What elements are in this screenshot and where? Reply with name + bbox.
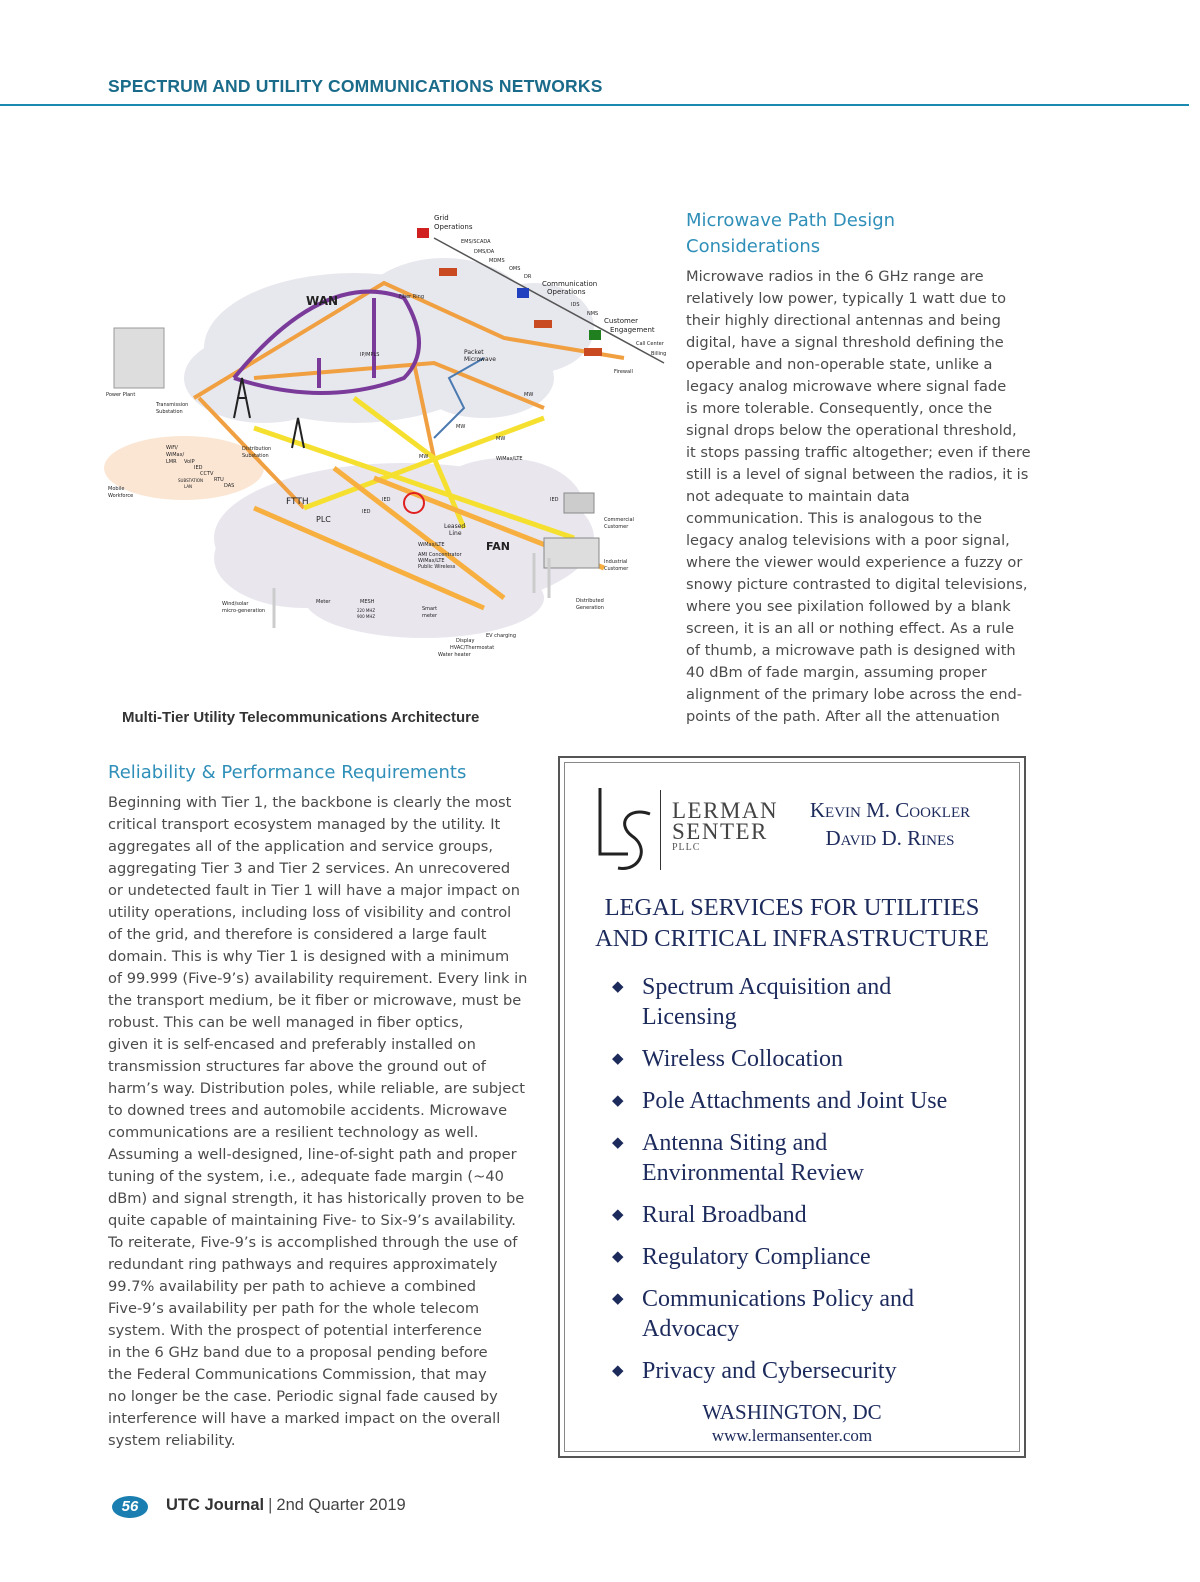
svg-text:MDMS: MDMS (489, 258, 505, 264)
header-rule (0, 104, 1189, 106)
svg-text:micro-generation: micro-generation (222, 608, 266, 614)
svg-text:HVAC/Thermostat: HVAC/Thermostat (450, 645, 495, 651)
running-header: SPECTRUM AND UTILITY COMMUNICATIONS NETWORKS (108, 76, 603, 96)
lerman-senter-ad (558, 756, 1026, 1458)
svg-text:MESH: MESH (360, 599, 375, 605)
reliability-body-line: system reliability. (108, 1432, 236, 1449)
comm-ops-monitor (517, 288, 529, 298)
service-item-line: Advocacy (642, 1316, 740, 1342)
microwave-body-line: relatively low power, typically 1 watt due to (686, 290, 1007, 307)
service-item-line: Licensing (642, 1004, 737, 1030)
svg-text:Wind/solar: Wind/solar (222, 601, 249, 607)
reliability-body-line: 99.7% availability per path to achieve a combined (108, 1278, 477, 1295)
diamond-bullet-icon: ◆ (612, 1135, 624, 1151)
svg-text:WiMax/LTE: WiMax/LTE (418, 558, 445, 564)
reliability-body-line: the Federal Communications Commission, that may (108, 1366, 487, 1383)
microwave-body-line: their highly directional antennas and being (686, 312, 1001, 329)
svg-text:Customer: Customer (604, 566, 629, 572)
attorney-name-1: Kevin M. Cookler (809, 798, 971, 822)
ad-website: www.lermansenter.com (711, 1426, 873, 1445)
footer-issue: 2nd Quarter 2019 (276, 1496, 406, 1514)
svg-text:Substation: Substation (156, 409, 183, 415)
reliability-body-line: harm’s way. Distribution poles, while reliable, are subject (108, 1080, 525, 1097)
svg-text:Communication: Communication (542, 280, 598, 288)
svg-text:IP/MPLS: IP/MPLS (360, 352, 380, 358)
reliability-body-line: in the 6 GHz band due to a proposal pending before (108, 1344, 488, 1361)
reliability-body-line: robust. This can be well managed in fiber optics, (108, 1014, 464, 1031)
svg-text:VoIP: VoIP (184, 459, 195, 465)
reliability-body-line: critical transport ecosystem managed by the utility. It (108, 816, 501, 833)
microwave-body-line: legacy analog televisions with a poor signal, (686, 532, 1010, 549)
svg-text:Workforce: Workforce (108, 493, 134, 499)
svg-text:Operations: Operations (547, 288, 586, 296)
microwave-body-line: still is a level of signal between the radios, it is (686, 466, 1029, 483)
svg-text:AMI Concentrator: AMI Concentrator (418, 552, 462, 558)
svg-text:MW: MW (456, 424, 466, 430)
microwave-body-line: where you see pixilation followed by a blank (686, 598, 1011, 615)
microwave-body-line: screen, it is an all or nothing effect. As a rule (686, 620, 1015, 637)
diamond-bullet-icon: ◆ (612, 1363, 624, 1379)
logo-pllc: PLLC (672, 842, 701, 853)
reliability-body-line: to downed trees and automobile accidents. Microwave (108, 1102, 508, 1119)
reliability-body-line: given it is self-encased and preferably installed on (108, 1036, 476, 1053)
ad-city: WASHINGTON, DC (702, 1400, 882, 1424)
svg-text:WiMax/LTE: WiMax/LTE (418, 542, 445, 548)
footer-separator: | (268, 1496, 273, 1514)
service-item-line: Regulatory Compliance (642, 1244, 871, 1270)
svg-text:Line: Line (449, 530, 462, 537)
svg-text:MW: MW (524, 392, 534, 398)
reliability-body-line: aggregates all of the application and service groups, (108, 838, 494, 855)
substation-lan-cloud (104, 436, 264, 500)
svg-text:Industrial: Industrial (604, 559, 628, 565)
grid-ops-monitor (417, 228, 429, 238)
reliability-body-line: aggregating Tier 3 and Tier 2 services. An unrecovered (108, 860, 511, 877)
reliability-body-line: no longer be the case. Periodic signal fade caused by (108, 1388, 498, 1405)
microwave-body (686, 266, 1056, 728)
microwave-body-line: not adequate to maintain data (686, 488, 910, 505)
microwave-body-line: signal drops below the operational threshold, (686, 422, 1017, 439)
microwave-body-line: of thumb, a microwave path is designed with (686, 642, 1016, 659)
diamond-bullet-icon: ◆ (612, 1093, 624, 1109)
reliability-body-line: system. With the prospect of potential interference (108, 1322, 482, 1339)
service-item (606, 1128, 1006, 1188)
label-grid-ops-2: Operations (434, 223, 473, 231)
svg-text:EV charging: EV charging (486, 633, 517, 639)
microwave-body-line: alignment of the primary lobe across the end- (686, 686, 1023, 703)
microwave-body-line: snowy picture contrasted to digital televisions, (686, 576, 1028, 593)
diamond-bullet-icon: ◆ (612, 1291, 624, 1307)
service-item-line: Rural Broadband (642, 1202, 807, 1228)
logo-word-senter: SENTER (672, 819, 768, 844)
svg-text:Billing: Billing (651, 351, 667, 357)
service-item-line: Spectrum Acquisition and (642, 974, 892, 1000)
svg-text:Display: Display (456, 638, 475, 644)
service-item (606, 1086, 1006, 1116)
diamond-bullet-icon: ◆ (612, 1051, 624, 1067)
diagram-svg (104, 208, 674, 668)
svg-text:FTTH: FTTH (286, 497, 309, 507)
industrial-building (544, 538, 599, 568)
reliability-body-line: of the grid, and therefore is considered a large fault (108, 926, 487, 943)
service-item-line: Environmental Review (642, 1160, 864, 1186)
microwave-body-line: communication. This is analogous to the (686, 510, 982, 527)
svg-text:IDS: IDS (571, 302, 580, 308)
svg-text:DR: DR (524, 274, 532, 280)
svg-text:WiFi/: WiFi/ (166, 445, 178, 451)
diamond-bullet-icon: ◆ (612, 1249, 624, 1265)
svg-text:meter: meter (422, 613, 438, 619)
svg-text:Call Center: Call Center (636, 341, 664, 347)
power-plant (114, 328, 164, 388)
microwave-body-line: points of the path. After all the attenuation (686, 708, 1000, 725)
svg-text:EMS/SCADA: EMS/SCADA (461, 239, 491, 245)
svg-text:Firewall: Firewall (614, 369, 633, 375)
microwave-body-line: Microwave radios in the 6 GHz range are (686, 268, 984, 285)
reliability-body-line: transmission structures far above the ground out of (108, 1058, 486, 1075)
svg-text:IED: IED (382, 497, 391, 503)
svg-text:Customer: Customer (604, 317, 639, 325)
reliability-body-line: redundant ring pathways and requires approximately (108, 1256, 498, 1273)
microwave-body-line: 40 dBm of fade margin, assuming proper (686, 664, 987, 681)
reliability-body-line: Assuming a well-designed, line-of-sight path and proper (108, 1146, 517, 1163)
svg-text:CCTV: CCTV (200, 471, 214, 477)
svg-text:NMS: NMS (587, 311, 599, 317)
svg-text:220 MHZ: 220 MHZ (357, 608, 376, 613)
reliability-body-line: the transport medium, be it fiber or microwave, must be (108, 992, 522, 1009)
svg-text:LAN: LAN (184, 484, 193, 489)
svg-text:RTU: RTU (214, 477, 224, 483)
svg-text:Substation: Substation (242, 453, 269, 459)
svg-text:Distributed: Distributed (576, 598, 604, 604)
svg-text:Mobile: Mobile (108, 486, 125, 492)
footer-text (166, 1496, 406, 1515)
svg-text:Meter: Meter (316, 599, 331, 605)
svg-text:IED: IED (194, 465, 203, 471)
svg-text:Commercial: Commercial (604, 517, 634, 523)
svg-text:Distribution: Distribution (242, 446, 272, 452)
service-item (606, 1356, 1006, 1386)
svg-text:MW: MW (419, 454, 429, 460)
ad-heading: LEGAL SERVICES FOR UTILITIES AND CRITICAL INFRASTRUCTURE (595, 894, 989, 952)
microwave-body-line: operable and non-operable state, unlike a (686, 356, 993, 373)
microwave-body-line: it stops passing traffic altogether; even if there (686, 444, 1031, 461)
reliability-body-line: utility operations, including loss of visibility and control (108, 904, 512, 921)
figure-caption: Multi-Tier Utility Telecommunications Architecture (122, 709, 480, 726)
label-wan: WAN (306, 294, 339, 308)
microwave-body-line: is more tolerable. Consequently, once the (686, 400, 993, 417)
reliability-body-line: domain. This is why Tier 1 is designed with a minimum (108, 948, 510, 965)
commercial-building (564, 493, 594, 513)
reliability-heading: Reliability & Performance Requirements (108, 762, 467, 783)
svg-text:Transmission: Transmission (156, 402, 189, 408)
svg-text:Engagement: Engagement (610, 326, 655, 334)
architecture-diagram (104, 208, 674, 668)
svg-text:SUBSTATION: SUBSTATION (178, 478, 204, 483)
svg-text:Fiber Ring: Fiber Ring (399, 294, 425, 300)
reliability-body-line: interference will have a marked impact on the overall (108, 1410, 501, 1427)
svg-text:IED: IED (550, 497, 559, 503)
service-item-line: Wireless Collocation (642, 1046, 843, 1072)
microwave-body-line: legacy analog microwave where signal fade (686, 378, 1007, 395)
reliability-body-line: of 99.999 (Five-9’s) availability requirement. Every link in (108, 970, 528, 987)
diamond-bullet-icon: ◆ (612, 1207, 624, 1223)
diamond-bullet-icon: ◆ (612, 979, 624, 995)
logo-divider (660, 790, 661, 870)
svg-text:Smart: Smart (422, 606, 438, 612)
reliability-body-line: communications are a resilient technology as well. (108, 1124, 479, 1141)
service-item-line: Privacy and Cybersecurity (642, 1358, 897, 1384)
reliability-body-line: or undetected fault in Tier 1 will have a major impact on (108, 882, 520, 899)
svg-text:Generation: Generation (576, 605, 604, 611)
reliability-body-line: tuning of the system, i.e., adequate fade margin (~40 (108, 1168, 504, 1185)
service-item (606, 972, 1006, 1032)
ls-monogram-logo (588, 784, 658, 876)
reliability-body-line: quite capable of maintaining Five- to Six-9’s availability. (108, 1212, 516, 1229)
svg-text:OMS: OMS (509, 266, 521, 272)
svg-text:LMR: LMR (166, 459, 177, 465)
label-grid-ops: Grid (434, 214, 449, 222)
label-fan: FAN (486, 540, 510, 553)
svg-text:MW: MW (496, 436, 506, 442)
service-item-line: Communications Policy and (642, 1286, 914, 1312)
svg-text:PLC: PLC (316, 515, 331, 524)
svg-text:DAS: DAS (224, 483, 235, 489)
service-item-line: Pole Attachments and Joint Use (642, 1088, 948, 1114)
reliability-body (108, 792, 553, 1452)
svg-text:Public Wireless: Public Wireless (418, 564, 456, 570)
reliability-body-line: To reiterate, Five-9’s is accomplished through the use of (108, 1234, 518, 1251)
logo-word-lerman: LERMAN (672, 798, 779, 823)
service-item (606, 1044, 1006, 1074)
attorney-name-2: David D. Rines (825, 826, 955, 850)
cust-monitor (589, 330, 601, 340)
cloud-fan (214, 458, 594, 638)
svg-text:WiMax/LTE: WiMax/LTE (496, 456, 523, 462)
svg-text:Water heater: Water heater (438, 652, 471, 658)
footer-journal: UTC Journal (166, 1496, 265, 1514)
service-item-line: Antenna Siting and (642, 1130, 828, 1156)
reliability-body-line: Beginning with Tier 1, the backbone is clearly the most (108, 794, 512, 811)
svg-text:Packet: Packet (464, 349, 484, 356)
svg-text:Leased: Leased (444, 523, 466, 530)
service-item (606, 1284, 1006, 1344)
svg-text:Power Plant: Power Plant (106, 392, 136, 398)
page-number-badge: 56 (112, 1496, 148, 1518)
service-item (606, 1200, 1006, 1230)
svg-text:IED: IED (362, 509, 371, 515)
microwave-heading: Microwave Path Design Considerations (686, 210, 896, 257)
svg-text:Microwave: Microwave (464, 356, 496, 363)
svg-text:DMS/DA: DMS/DA (474, 249, 495, 255)
svg-text:WiMax/: WiMax/ (166, 452, 185, 458)
svg-text:900 MHZ: 900 MHZ (357, 614, 376, 619)
reliability-body-line: Five-9’s availability per path for the whole telecom (108, 1300, 480, 1317)
services-list (606, 972, 1006, 1398)
reliability-body-line: dBm) and signal strength, it has historically proven to be (108, 1190, 525, 1207)
microwave-body-line: digital, have a signal threshold defining the (686, 334, 1004, 351)
microwave-body-line: where the viewer would experience a fuzzy or (686, 554, 1023, 571)
service-item (606, 1242, 1006, 1272)
svg-text:Customer: Customer (604, 524, 629, 530)
